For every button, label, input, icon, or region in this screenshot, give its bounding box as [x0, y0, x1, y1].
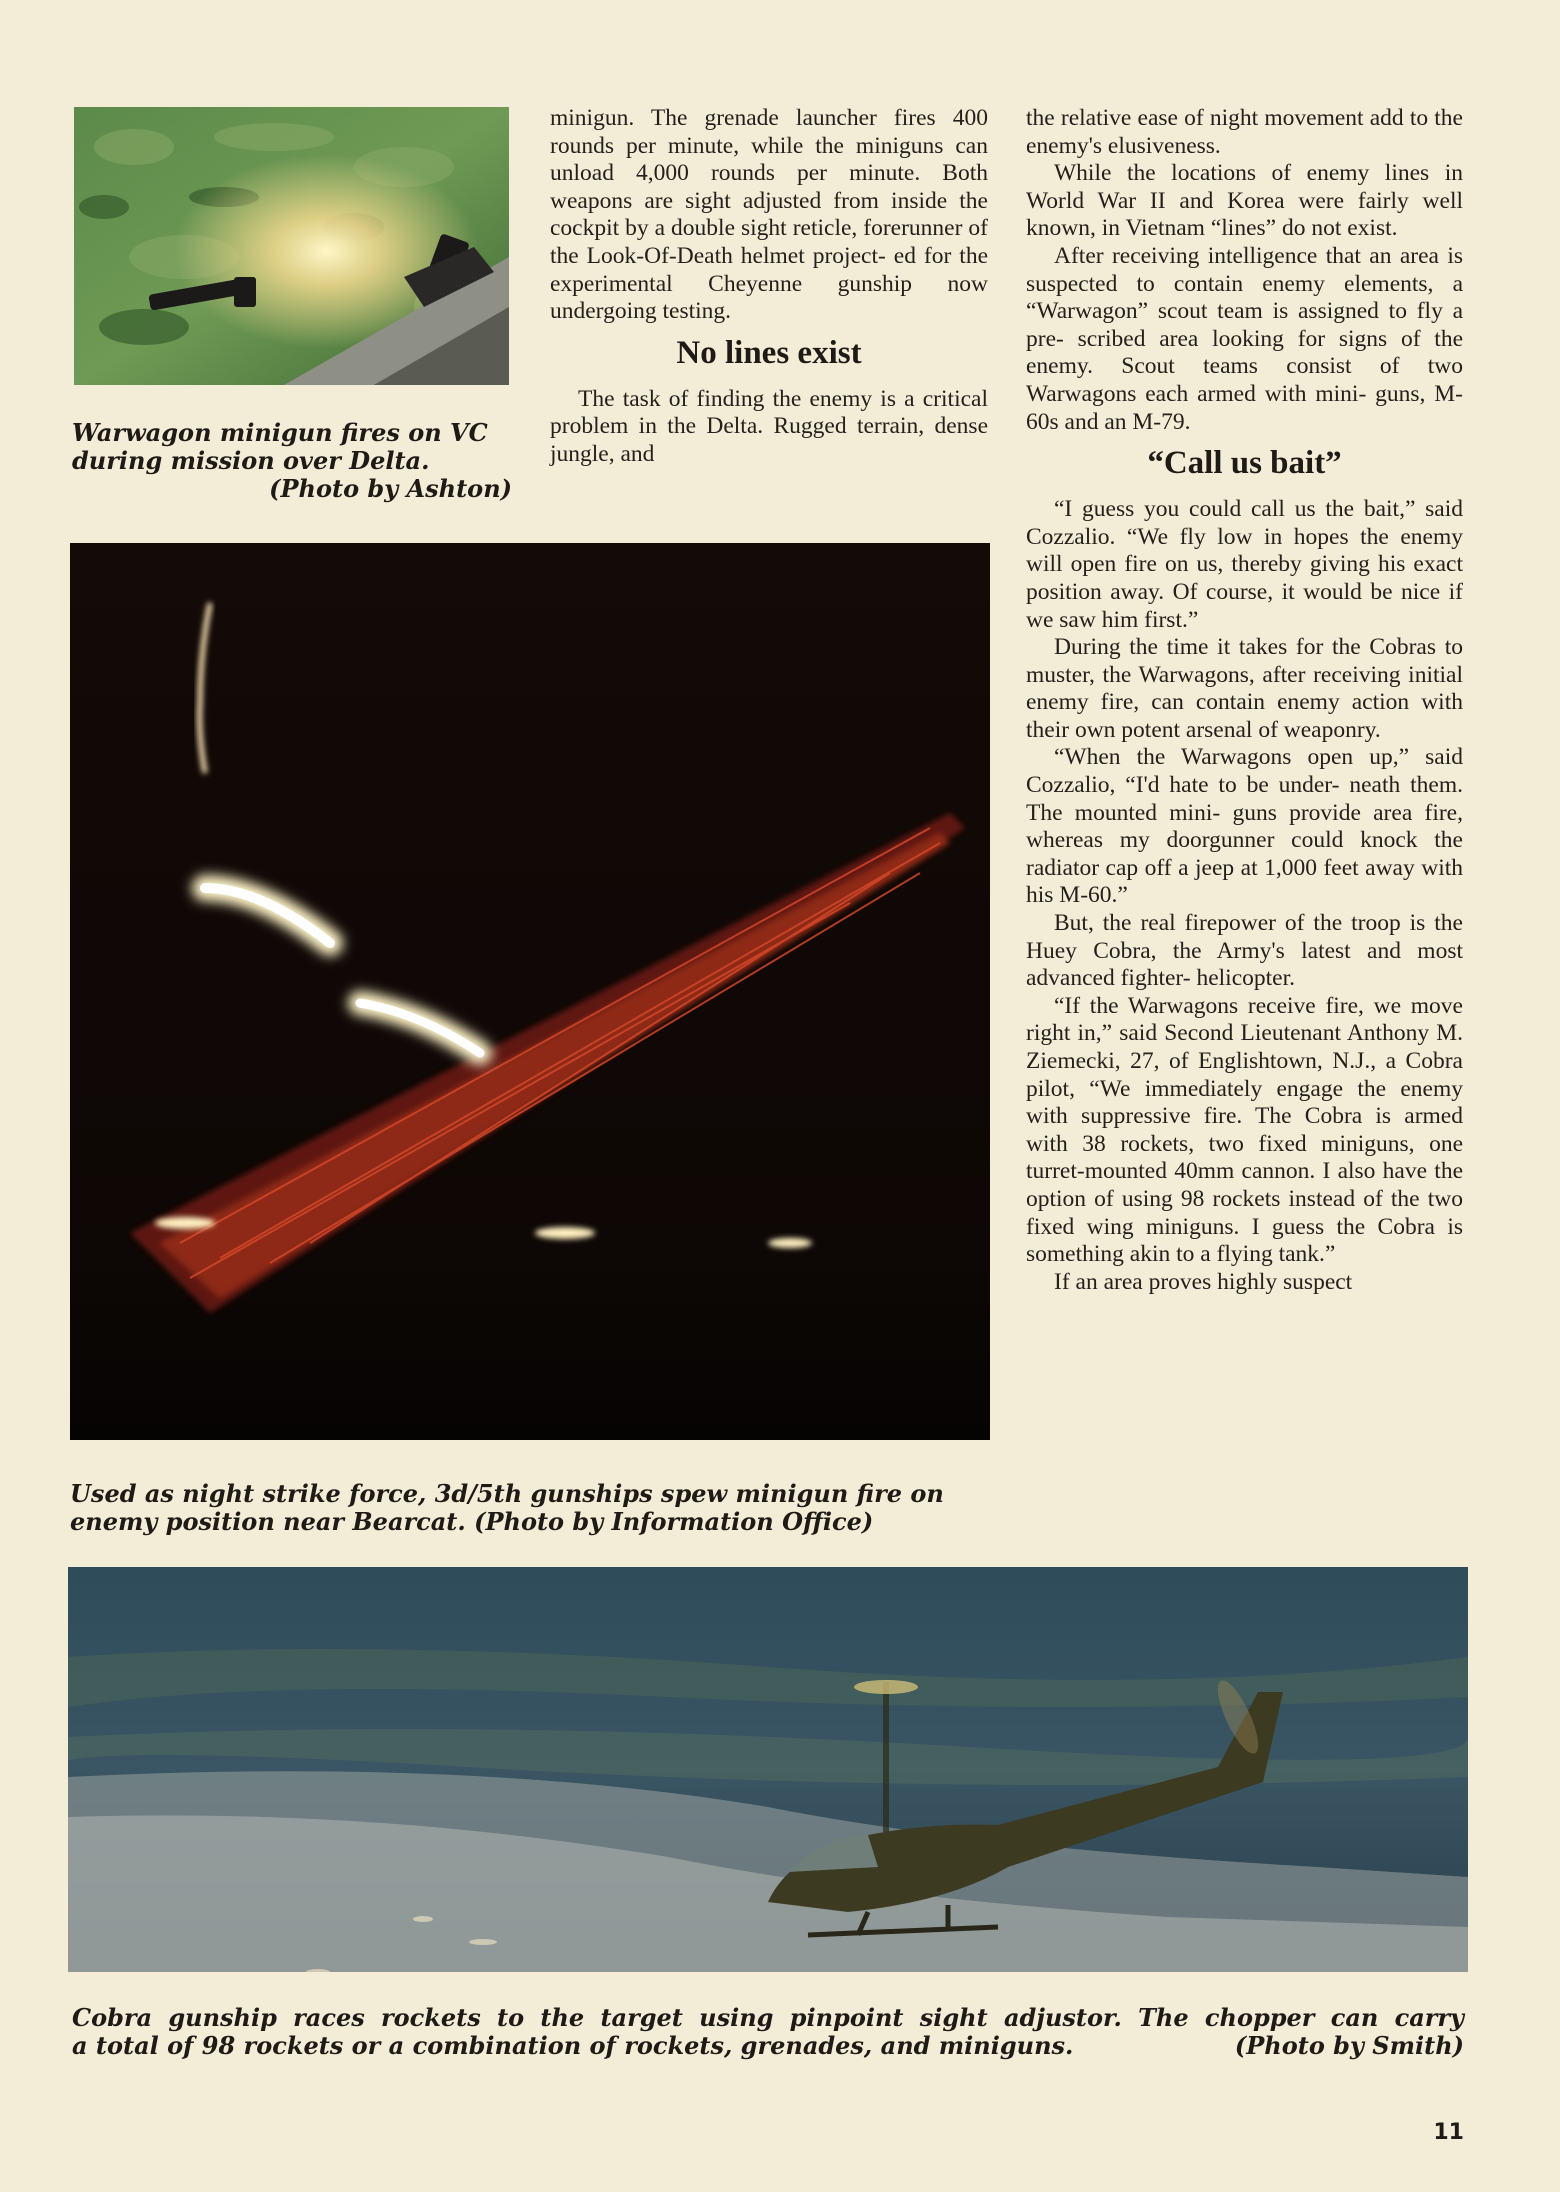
article-column-2	[550, 105, 988, 469]
photo2-caption	[70, 1480, 990, 1536]
column3-paragraph-6: “When the Warwagons open up,” said Cozzalio, “I'd hate to be under- neath them. The mounted mini- guns provide area fire, whereas my doorgunner could knock the radiator cap off a jeep at 1,000 feet away with his M-60.”	[1026, 744, 1463, 909]
column3-paragraph-2: While the locations of enemy lines in World War II and Korea were fairly well known, in Vietnam “lines” do not exist.	[1026, 160, 1463, 242]
photo3-caption-line1: Cobra gunship races rockets to the target using pinpoint sight adjustor. The chopper can carry	[72, 2003, 1464, 2032]
column2-paragraph-2: The task of finding the enemy is a critical problem in the Delta. Rugged terrain, dense jungle, and	[550, 385, 988, 467]
page-number: 11	[1433, 2120, 1464, 2145]
photo3-caption	[72, 2004, 1464, 2060]
photo1-caption-line1: Warwagon minigun fires on VC	[72, 418, 488, 447]
column3-paragraph-8: “If the Warwagons receive fire, we move right in,” said Second Lieutenant Anthony M. Ziemecki, 27, of Englishtown, N.J., a Cobra pilot, “We immediately engage the enemy with suppressive fire. The Cobra is armed with 38 rockets, two fixed miniguns, one turret-mounted 40mm cannon. I also have the option of using 98 rockets instead of the two fixed wing miniguns. I guess the Cobra is something akin to a flying tank.”	[1026, 992, 1463, 1268]
heading-call-us-bait: “Call us bait”	[1147, 445, 1342, 482]
column3-paragraph-4: “I guess you could call us the bait,” said Cozzalio. “We fly low in hopes the enemy will open fire on us, thereby giving his exact position away. Of course, it would be nice if we saw him first.”	[1026, 496, 1463, 633]
photo3-caption-credit: (Photo by Smith)	[1234, 2031, 1464, 2060]
photo-cobra-gunship	[68, 1567, 1468, 1972]
heading-no-lines-exist: No lines exist	[676, 334, 862, 371]
column3-paragraph-9: If an area proves highly suspect	[1054, 1268, 1353, 1295]
column3-paragraph-7: But, the real firepower of the troop is the Huey Cobra, the Army's latest and most advanced fighter- helicopter.	[1026, 910, 1463, 992]
photo2-caption-line1: Used as night strike force, 3d/5th gunships spew minigun fire on	[70, 1479, 944, 1508]
photo1-caption-line2: during mission over Delta.	[72, 446, 430, 475]
column3-paragraph-1: the relative ease of night movement add to the enemy's elusiveness.	[1026, 105, 1463, 159]
column3-paragraph-3: After receiving intelligence that an area is suspected to contain enemy elements, a “Warwagon” scout team is assigned to fly a pre- scribed area looking for signs of the enemy. Scout teams consist of two Warwagons each armed with mini- guns, M-60s and an M-79.	[1026, 242, 1463, 435]
photo1-caption	[72, 419, 512, 503]
photo1-caption-credit: (Photo by Ashton)	[269, 474, 512, 503]
column3-paragraph-5: During the time it takes for the Cobras to muster, the Warwagons, after receiving initial enemy fire, can contain enemy action with their own potent arsenal of weaponry.	[1026, 634, 1463, 743]
photo2-caption-line2: enemy position near Bearcat. (Photo by Information Office)	[70, 1507, 874, 1536]
column2-paragraph-1: minigun. The grenade launcher fires 400 rounds per minute, while the miniguns can unload 4,000 rounds per minute. Both weapons are sight adjusted from inside the cockpit by a double sight reticle, forerunner of the Look-Of-Death helmet project- ed for the experimental Cheyenne gunship now undergoing testing.	[550, 105, 988, 325]
article-column-3	[1026, 105, 1463, 1296]
photo3-caption-line2	[72, 2032, 1464, 2060]
photo-minigun-firing	[74, 107, 509, 385]
photo-night-strike	[70, 543, 990, 1440]
photo3-caption-line2-text: a total of 98 rockets or a combination of rockets, grenades, and miniguns.	[72, 2031, 1074, 2060]
